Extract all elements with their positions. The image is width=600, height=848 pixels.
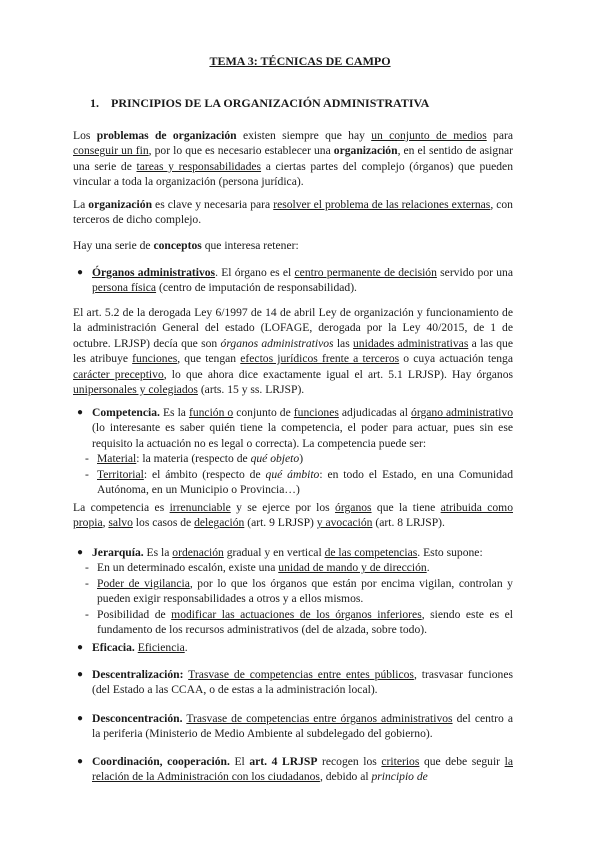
bullet-icon: ●	[76, 642, 84, 653]
paragraph-concepts-intro: Hay una serie de conceptos que interesa retener:	[73, 239, 299, 252]
sublist-item-territorial: - Territorial: el ámbito (respecto de qué ámbito: en todo el Estado, en una Comunidad Autónoma, en un Municipio o Provincia…)	[85, 467, 513, 497]
section-number: 1.	[90, 96, 99, 110]
bullet-icon: ●	[76, 267, 84, 278]
list-item-eficacia: ● Eficacia. Eficiencia.	[73, 640, 513, 655]
bullet-icon: ●	[76, 756, 84, 767]
sublist-item-mando: - En un determinado escalón, existe una unidad de mando y de dirección.	[85, 561, 430, 575]
paragraph-organization-key: La organización es clave y necesaria para resolver el problema de las relaciones externas, con terceros de dicho complejo.	[73, 198, 513, 227]
bullet-icon: ●	[76, 713, 84, 724]
paragraph-organization-problems: Los problemas de organización existen siempre que hay un conjunto de medios para conseguir un fin, por lo que es necesario establecer una organización, en el sentido de asignar una serie de tareas y responsabilidades a ciertas partes del complejo (órganos) que pueden vincular a toda la organización (persona jurídica).	[73, 129, 514, 189]
section-title: PRINCIPIOS DE LA ORGANIZACIÓN ADMINISTRATIVA	[111, 96, 430, 110]
section-heading	[90, 96, 429, 111]
sublist-item-vigilancia: - Poder de vigilancia, por lo que los órganos que están por encima vigilan, controlan y pueden exigir responsabilidades a otros y a ellos mismos.	[85, 576, 513, 606]
list-item-competencia: ● Competencia. Es la función o conjunto de funciones adjudicadas al órgano administrativo (lo interesante es saber quién tiene la competencia, el poder para actuar, pues sin ese requisito la actuación no es legal o correcta). La competencia puede ser: - Material: la materia (respecto de qué objeto) - Territorial: el ámbito (respecto de qué ámbito: en todo el Estado, en una Comunidad Autónoma, en un Municipio o Provincia…)	[73, 405, 513, 497]
bullet-icon: ●	[76, 669, 84, 680]
list-item-organos: ● Órganos administrativos. El órgano es el centro permanente de decisión servido por una persona física (centro de imputación de responsabilidad).	[73, 265, 513, 296]
paragraph-irrenunciable: La competencia es irrenunciable y se ejerce por los órganos que la tiene atribuida como propia, salvo los casos de delegación (art. 9 LRJSP) y avocación (art. 8 LRJSP).	[73, 501, 513, 530]
list-item-descentralizacion: ● Descentralización: Trasvase de competencias entre entes públicos, trasvasar funciones (del Estado a las CCAA, o de estas a la administración local).	[73, 667, 513, 698]
list-item-jerarquia: ● Jerarquía. Es la ordenación gradual y en vertical de las competencias. Esto supone: - En un determinado escalón, existe una unidad de mando y de dirección. - Poder de vigilancia, por lo que los órganos que están por encima vigilan, controlan y pueden exigir responsabilidades a otros y a ellos mismos. - Posibilidad de modificar las actuaciones de los órganos inferiores, siendo este es el fundamento de los recursos administrativos (del de alzada, sobre todo).	[73, 545, 513, 637]
sublist-item-material: - Material: la materia (respecto de qué objeto)	[85, 452, 304, 466]
list-item-coordinacion: ● Coordinación, cooperación. El art. 4 LRJSP recogen los criterios que debe seguir la relación de la Administración con los ciudadanos, debido al principio de	[73, 754, 513, 785]
document-title: TEMA 3: TÉCNICAS DE CAMPO	[209, 54, 391, 68]
list-item-desconcentracion: ● Desconcentración. Trasvase de competencias entre órganos administrativos del centro a la periferia (Ministerio de Medio Ambiente al subdelegado del gobierno).	[73, 711, 513, 742]
paragraph-lofage: El art. 5.2 de la derogada Ley 6/1997 de 14 de abril Ley de organización y funcionamiento de la administración General del estado (LOFAGE, derogada por la Ley 40/2015, de 1 de octubre. LRJSP) decía que son órganos administrativos las unidades administrativas a las que les atribuye funciones, que tengan efectos jurídicos frente a terceros o cuya actuación tenga carácter preceptivo, lo que ahora dice exactamente igual el art. 5.1 LRJSP). Hay órganos unipersonales y colegiados (arts. 15 y ss. LRJSP).	[73, 306, 514, 397]
bullet-icon: ●	[76, 547, 84, 558]
bullet-icon: ●	[76, 407, 84, 418]
sublist-item-modificar: - Posibilidad de modificar las actuaciones de los órganos inferiores, siendo este es el fundamento de los recursos administrativos (del de alzada, sobre todo).	[85, 607, 513, 637]
